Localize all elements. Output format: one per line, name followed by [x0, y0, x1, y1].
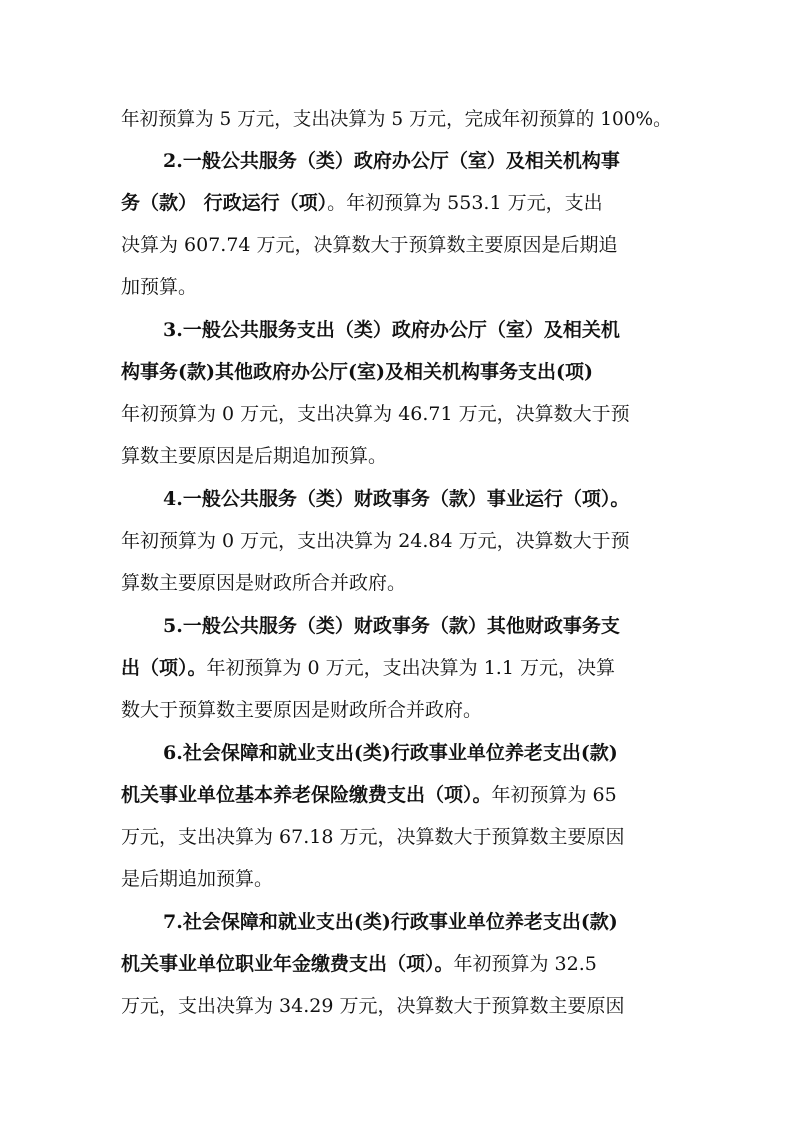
heading-run: 机关事业单位职业年金缴费支出（项）。 — [121, 953, 454, 975]
heading-run: 出（项）。 — [121, 657, 207, 679]
text-run: 年初预算为 32.5 — [453, 953, 597, 975]
text-line — [121, 571, 406, 595]
heading-run: 6.社会保障和就业支出(类)行政事业单位养老支出(款) — [163, 742, 618, 764]
heading-run: 构事务(款)其他政府办公厅(室)及相关机构事务支出(项) — [121, 361, 593, 383]
text-run: 年初预算为 0 万元，支出决算为 1.1 万元，决算 — [206, 657, 615, 679]
text-line — [163, 741, 618, 765]
text-run: 年初预算为 0 万元，支出决算为 24.84 万元，决算数大于预 — [121, 530, 630, 552]
text-run: 年初预算为 65 — [491, 784, 617, 806]
text-run: 万元，支出决算为 67.18 万元，决算数大于预算数主要原因 — [121, 826, 625, 848]
text-line — [121, 360, 593, 384]
heading-run: 4.一般公共服务（类）财政事务（款）事业运行（项）。 — [163, 488, 630, 510]
text-line — [163, 318, 620, 342]
heading-run: 7.社会保障和就业支出(类)行政事业单位养老支出(款) — [163, 911, 618, 933]
text-run: 数大于预算数主要原因是财政所合并政府。 — [121, 699, 483, 721]
text-run: 算数主要原因是财政所合并政府。 — [121, 572, 407, 594]
text-line — [121, 867, 273, 891]
text-line — [121, 825, 624, 849]
text-line — [121, 994, 624, 1018]
text-line — [121, 656, 615, 680]
text-line — [163, 910, 618, 934]
heading-run: 3.一般公共服务支出（类）政府办公厅（室）及相关机 — [163, 319, 620, 341]
text-run: 年初预算为 0 万元，支出决算为 46.71 万元，决算数大于预 — [121, 403, 630, 425]
text-run: 决算为 607.74 万元，决算数大于预算数主要原因是后期追 — [121, 234, 618, 256]
text-run: 加预算。 — [121, 276, 198, 298]
text-line — [121, 952, 597, 976]
text-run: 。年初预算为 553.1 万元，支出 — [327, 192, 603, 214]
text-line — [121, 698, 482, 722]
text-run: 是后期追加预算。 — [121, 868, 274, 890]
text-line — [163, 149, 620, 173]
text-line — [163, 614, 620, 638]
text-line — [163, 487, 629, 511]
text-run: 算数主要原因是后期追加预算。 — [121, 445, 388, 467]
heading-run: 机关事业单位基本养老保险缴费支出（项）。 — [121, 784, 492, 806]
text-run: 年初预算为 5 万元，支出决算为 5 万元，完成年初预算的 100%。 — [121, 108, 672, 130]
heading-run: 2.一般公共服务（类）政府办公厅（室）及相关机构事 — [163, 150, 620, 172]
text-line — [121, 783, 617, 807]
text-run: 万元，支出决算为 34.29 万元，决算数大于预算数主要原因 — [121, 995, 625, 1017]
text-line — [121, 444, 387, 468]
text-line — [121, 275, 197, 299]
text-line — [121, 191, 603, 215]
text-line — [121, 402, 630, 426]
heading-run: 务（款） 行政运行（项） — [121, 192, 328, 214]
heading-run: 5.一般公共服务（类）财政事务（款）其他财政事务支 — [163, 615, 620, 637]
text-line — [121, 233, 618, 257]
text-line — [121, 107, 672, 131]
text-line — [121, 529, 630, 553]
